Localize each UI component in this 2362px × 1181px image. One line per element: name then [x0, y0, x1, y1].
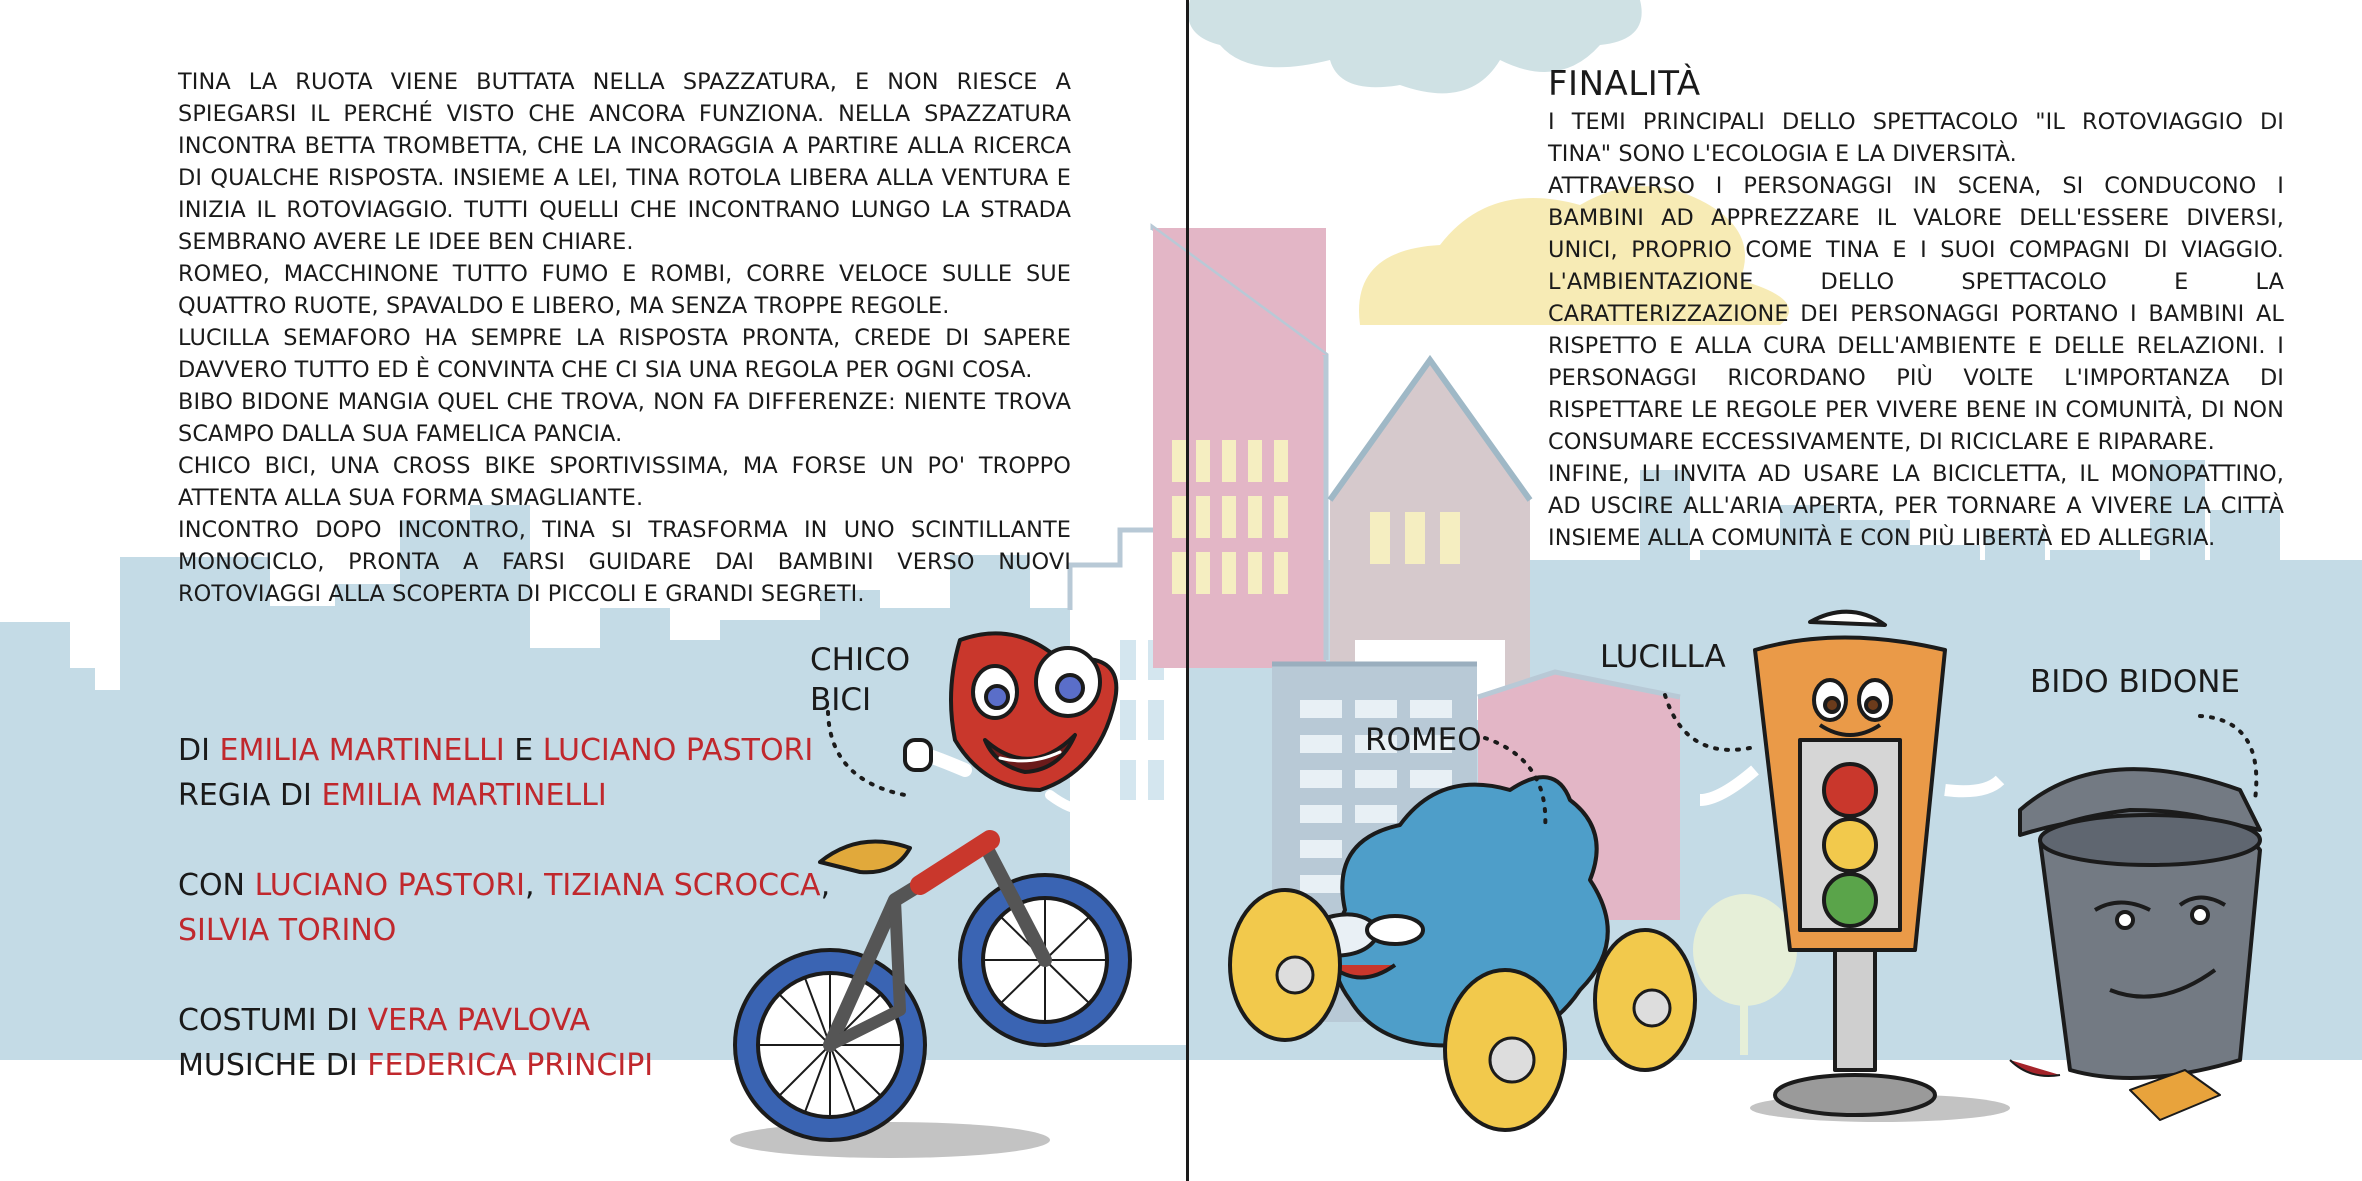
finalita-section [1548, 64, 2284, 554]
synopsis-paragraph: BIBO BIDONE MANGIA QUEL CHE TROVA, NON FA DIFFERENZE: NIENTE TROVA SCAMPO DALLA SUA FAMELICA PANCIA. [178, 389, 1071, 447]
character-label-romeo: ROMEO [1365, 722, 1482, 758]
cast-name: LUCIANO PASTORI [254, 868, 526, 903]
character-label-chico: CHICO BICI [810, 642, 911, 718]
music-label: MUSICHE DI [178, 1048, 358, 1083]
costumes-label: COSTUMI DI [178, 1003, 359, 1038]
finalita-paragraph: INFINE, LI INVITA AD USARE LA BICICLETTA, IL MONOPATTINO, AD USCIRE ALL'ARIA APERTA, PER TORNARE A VIVERE LA CITTÀ INSIEME ALLA COMUNITÀ E CON PIÙ LIBERTÀ ED ALLEGRIA. [1548, 461, 2284, 551]
director-name: EMILIA MARTINELLI [321, 778, 607, 813]
costumes-line [178, 998, 830, 1043]
cast-label: CON [178, 868, 246, 903]
direction-label: REGIA DI [178, 778, 312, 813]
author-name: EMILIA MARTINELLI [219, 733, 505, 768]
cast-name: TIZIANA SCROCCA [544, 868, 821, 903]
direction-line [178, 773, 830, 818]
synopsis-paragraph: CHICO BICI, UNA CROSS BIKE SPORTIVISSIMA, MA FORSE UN PO' TROPPO ATTENTA ALLA SUA FORMA SMAGLIANTE. [178, 453, 1071, 511]
page-fold [1186, 0, 1189, 1181]
finalita-title: FINALITÀ [1548, 64, 1701, 104]
synopsis-paragraph: ROMEO, MACCHINONE TUTTO FUMO E ROMBI, CORRE VELOCE SULLE SUE QUATTRO RUOTE, SPAVALDO E LIBERO, MA SENZA TROPPE REGOLE. [178, 261, 1071, 319]
cast-name: SILVIA TORINO [178, 913, 397, 948]
synopsis-text [178, 66, 1071, 610]
costumes-name: VERA PAVLOVA [367, 1003, 590, 1038]
author-name: LUCIANO PASTORI [542, 733, 814, 768]
finalita-paragraph: I TEMI PRINCIPALI DELLO SPETTACOLO "IL ROTOVIAGGIO DI TINA" SONO L'ECOLOGIA E LA DIVERSITÀ. [1548, 109, 2284, 167]
synopsis-paragraph: INCONTRO DOPO INCONTRO, TINA SI TRASFORMA IN UNO SCINTILLANTE MONOCICLO, PRONTA A FARSI GUIDARE DAI BAMBINI VERSO NUOVI ROTOVIAGGI ALLA SCOPERTA DI PICCOLI E GRANDI SEGRETI. [178, 517, 1071, 607]
character-label-bido: BIDO BIDONE [2030, 664, 2240, 700]
synopsis-paragraph: TINA LA RUOTA VIENE BUTTATA NELLA SPAZZATURA, E NON RIESCE A SPIEGARSI IL PERCHÉ VISTO CHE ANCORA FUNZIONA. NELLA SPAZZATURA INCONTRA BETTA TROMBETTA, CHE LA INCORAGGIA A PARTIRE ALLA RICERCA DI QUALCHE RISPOSTA. INSIEME A LEI, TINA ROTOLA LIBERA ALLA VENTURA E INIZIA IL ROTOVIAGGIO. TUTTI QUELLI CHE INCONTRANO LUNGO LA STRADA SEMBRANO AVERE LE IDEE BEN CHIARE. [178, 69, 1071, 255]
finalita-paragraph: ATTRAVERSO I PERSONAGGI IN SCENA, SI CONDUCONO I BAMBINI AD APPREZZARE IL VALORE DELL'ESSERE DIVERSI, UNICI, PROPRIO COME TINA E I SUOI COMPAGNI DI VIAGGIO. L'AMBIENTAZIONE DELLO SPETTACOLO E LA CARATTERIZZAZIONE DEI PERSONAGGI PORTANO I BAMBINI AL RISPETTO E ALLA CURA DELL'AMBIENTE E DELLE RELAZIONI. I PERSONAGGI RICORDANO PIÙ VOLTE L'IMPORTANZA DI RISPETTARE LE REGOLE PER VIVERE BENE IN COMUNITÀ, DI NON CONSUMARE ECCESSIVAMENTE, DI RICICLARE E RIPARARE. [1548, 173, 2284, 455]
cast-line [178, 908, 830, 953]
cast-line: CON LUCIANO PASTORI, TIZIANA SCROCCA, [178, 868, 831, 903]
credits-block [178, 728, 830, 1088]
authors-line [178, 728, 830, 773]
by-label: DI [178, 733, 210, 768]
synopsis-paragraph: LUCILLA SEMAFORO HA SEMPRE LA RISPOSTA PRONTA, CREDE DI SAPERE DAVVERO TUTTO ED È CONVINTA CHE CI SIA UNA REGOLA PER OGNI COSA. [178, 325, 1071, 383]
music-name: FEDERICA PRINCIPI [367, 1048, 654, 1083]
music-line [178, 1043, 830, 1088]
and-label: E [514, 733, 534, 768]
character-label-lucilla: LUCILLA [1600, 639, 1726, 675]
